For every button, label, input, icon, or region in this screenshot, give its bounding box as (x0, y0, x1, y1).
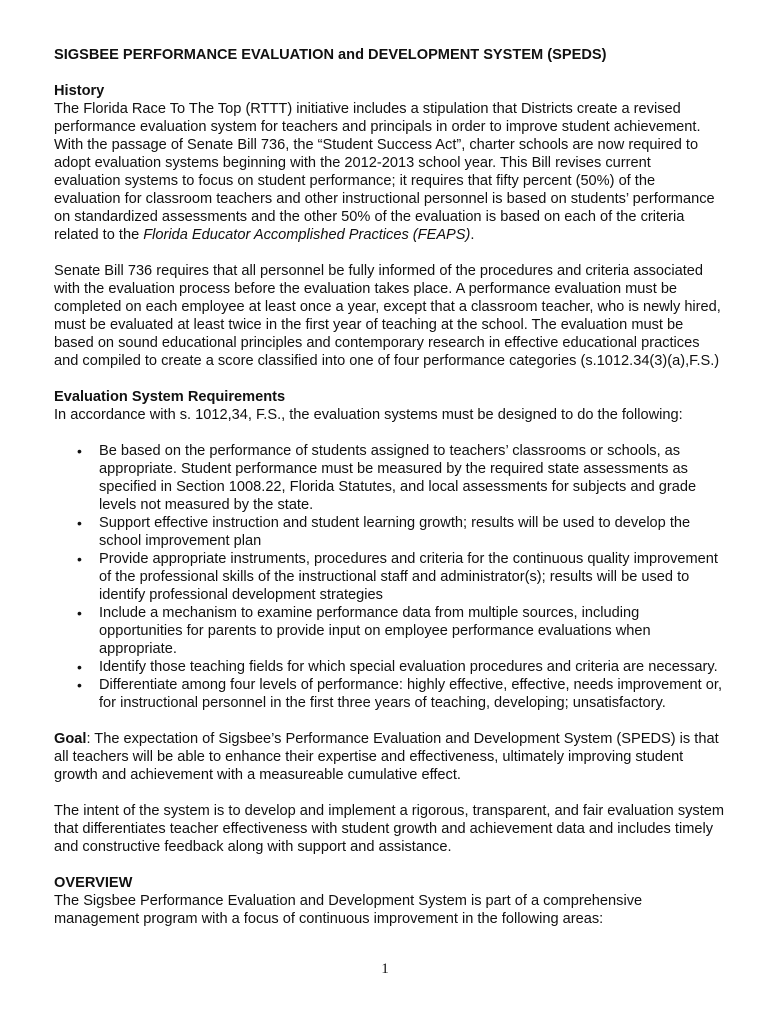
text-line (54, 730, 754, 748)
text-line: • Identify those teaching fields for which special evaluation procedures and criteria are necessary. (99, 659, 718, 675)
text-line: identify professional development strategies (99, 587, 383, 603)
text-line: management program with a focus of continuous improvement in the following areas: (54, 911, 604, 927)
text-line: completed on each employee at least once a year, except that a classroom teacher, who is newly hired, (54, 299, 721, 315)
document-page (54, 46, 754, 946)
goal-section (54, 730, 754, 784)
list-item (99, 514, 754, 550)
history-section (54, 82, 754, 244)
text-line: based on sound educational principles and contemporary research in effective educational practices (54, 335, 700, 351)
list-item (99, 442, 754, 514)
overview-heading: OVERVIEW (54, 875, 133, 891)
text-line: on standardized assessments and the other 50% of the evaluation is based on each of the criteria (54, 209, 685, 225)
history-paragraph-1 (54, 100, 754, 244)
feaps-reference: Florida Educator Accomplished Practices (FEAPS) (143, 227, 471, 243)
text-segment: : The expectation of Sigsbee’s Performance Evaluation and Development System (SPEDS) is that (86, 731, 719, 747)
text-line: performance evaluation system for teachers and principals in order to improve student achievement. (54, 119, 701, 135)
text-line: Senate Bill 736 requires that all personnel be fully informed of the procedures and criteria associated (54, 263, 703, 279)
text-line: The Florida Race To The Top (RTTT) initiative includes a stipulation that Districts create a revised (54, 101, 681, 117)
text-line: The intent of the system is to develop and implement a rigorous, transparent, and fair evaluation system (54, 803, 725, 819)
text-line: growth and achievement with a measureable cumulative effect. (54, 767, 461, 783)
intent-section (54, 802, 754, 856)
overview-section (54, 874, 754, 928)
text-line: • Support effective instruction and student learning growth; results will be used to develop the (99, 515, 691, 531)
text-line (54, 226, 754, 244)
list-item (99, 550, 754, 604)
list-item (99, 676, 754, 712)
requirements-heading: Evaluation System Requirements (54, 389, 286, 405)
text-line: of the professional skills of the instructional staff and administrator(s); results will be used to (99, 569, 690, 585)
text-line: • Provide appropriate instruments, procedures and criteria for the continuous quality improvement (99, 551, 718, 567)
history-paragraph-2 (54, 262, 754, 370)
text-line: all teachers will be able to enhance their expertise and effectiveness, ultimately improving student (54, 749, 684, 765)
text-line: and compiled to create a score classified into one of four performance categories (s.1012.34(3)(a),F.S.) (54, 353, 720, 369)
text-line: adopt evaluation systems beginning with the 2012-2013 school year. This Bill revises current (54, 155, 651, 171)
text-line: must be evaluated at least twice in the first year of teaching at the school. The evaluation must be (54, 317, 684, 333)
text-line: and constructive feedback along with support and assistance. (54, 839, 452, 855)
text-line: appropriate. (99, 641, 177, 657)
text-line: specified in Section 1008.22, Florida Statutes, and local assessments for subjects and grade (99, 479, 697, 495)
text-line: The Sigsbee Performance Evaluation and Development System is part of a comprehensive (54, 893, 643, 909)
text-line: With the passage of Senate Bill 736, the “Student Success Act”, charter schools are now required to (54, 137, 699, 153)
list-item (99, 604, 754, 658)
text-line: evaluation systems to focus on student performance; it requires that fifty percent (50%) of the (54, 173, 656, 189)
text-line: school improvement plan (99, 533, 262, 549)
text-line: with the evaluation process before the evaluation takes place. A performance evaluation must be (54, 281, 678, 297)
text-line: appropriate. Student performance must be measured by the required state assessments as (99, 461, 688, 477)
text-line: • Include a mechanism to examine performance data from multiple sources, including (99, 605, 640, 621)
list-item (99, 658, 754, 676)
document-title: SIGSBEE PERFORMANCE EVALUATION and DEVELOPMENT SYSTEM (SPEDS) (54, 47, 607, 63)
text-line: • Be based on the performance of students assigned to teachers’ classrooms or schools, as (99, 443, 681, 459)
goal-label: Goal (54, 731, 87, 747)
text-line: evaluation for classroom teachers and other instructional personnel is based on students’ performance (54, 191, 715, 207)
requirements-intro: In accordance with s. 1012,34, F.S., the evaluation systems must be designed to do the following: (54, 407, 683, 423)
text-line: • Differentiate among four levels of performance: highly effective, effective, needs improvement or, (99, 677, 722, 693)
history-heading: History (54, 83, 105, 99)
page-number: 1 (381, 961, 389, 977)
text-line: opportunities for parents to provide input on employee performance evaluations when (99, 623, 651, 639)
text-segment: related to the (54, 227, 144, 243)
text-line: for instructional personnel in the first three years of teaching, developing; unsatisfactory. (99, 695, 666, 711)
requirements-section (54, 388, 754, 424)
text-segment: . (470, 227, 475, 243)
requirements-list (54, 442, 754, 712)
text-line: levels not measured by the state. (99, 497, 314, 513)
text-line: that differentiates teacher effectiveness with student growth and achievement data and includes timely (54, 821, 714, 837)
